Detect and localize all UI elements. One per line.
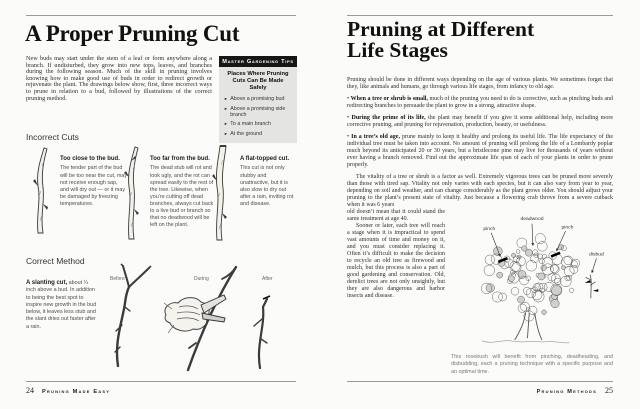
cut-item-title: A flat-topped cut.	[240, 156, 290, 162]
cut-item-title: Too close to the bud.	[60, 156, 120, 162]
tips-list-item	[224, 121, 292, 127]
label-before: Before	[110, 276, 125, 282]
left-intro-paragraph: New buds may start under the stem of a leaf or form anywhere along a branch. If undisturbed, they grow into new tops, leaves, and branches during the following season. Much of the skill in pruning involves knowing how to make good use of buds in order to redirect growth or rejuvenate the plant. The drawings below show, first, three incorrect ways to prune in relation to a bud, followed by illustrations of the correct pruning method.	[26, 55, 212, 102]
right-page-number: 25	[605, 386, 613, 395]
left-page-number: 24	[26, 386, 34, 395]
right-title-line1: Pruning at Different	[347, 17, 535, 41]
arrow-bullet-icon: ►	[224, 131, 228, 136]
tip-text: At the ground	[230, 130, 263, 137]
master-gardening-tips-box	[219, 56, 297, 143]
tips-list-item	[224, 106, 292, 118]
cut-item-body: The dead stub will rot and look ugly, and the rot can spread easily to the rest of the tree. Likewise, when you’re cutting off dead branches, always cut back to a live bud or branch so that no deadwood will be left on the plant.	[150, 165, 214, 229]
bullet-prime-of-life	[347, 115, 613, 129]
cut-item-body: This cut is not only stubby and unattractive, but it is also slow to dry out after a rain, inviting rot and disease.	[240, 165, 294, 208]
bullet-text: prune mainly to keep it healthy and prolong its useful life. The life expectancy of the individual tree must be taken into account. No amount of pruning will prolong the life of a Lombardy poplar much beyond its anticipated 20 or 30 years, but a bristlecone pine may live for thousands of years without ever having a branch removed. Find out the approximate life span of each of your plants in order to prune properly.	[347, 134, 614, 168]
cut-item-text	[240, 156, 297, 208]
bullet-dot: •	[347, 115, 350, 121]
incorrect-cuts-heading: Incorrect Cuts	[26, 132, 79, 142]
vitality-paragraph-continued: old doesn’t mean that it could stand the same treatment at age 40.	[347, 209, 445, 222]
tip-text: Above a promising side branch	[230, 105, 286, 118]
twig-illustration-flat-topped	[206, 143, 232, 241]
bottom-rule-right	[347, 381, 613, 382]
bullet-old-age	[347, 134, 613, 169]
top-rule-right	[347, 15, 613, 16]
wrap-zone	[347, 209, 613, 375]
rosebush-illustration	[451, 211, 613, 349]
rosebush-figure	[451, 211, 613, 376]
bottom-rule-left	[26, 381, 296, 382]
bullet-small-tree	[347, 96, 613, 110]
arrow-bullet-icon: ►	[224, 106, 228, 111]
tips-box-title: Places Where Pruning Cuts Can Be Made Safely	[227, 71, 289, 92]
bullet-lead: When a tree or shrub is small,	[350, 96, 428, 102]
arrow-bullet-icon: ►	[224, 122, 228, 127]
right-footer-text: Pruning Methods	[536, 389, 597, 395]
after-twig-illustration	[240, 287, 282, 369]
tips-list-item	[224, 131, 292, 137]
label-pinch-left: pinch	[483, 226, 496, 233]
label-deadwood: deadwood	[520, 216, 544, 223]
cut-item-title: Too far from the bud.	[150, 156, 210, 162]
arrow-bullet-icon: ►	[224, 97, 228, 102]
bullet-text: much of the pruning you need to do is corrective, such as pinching buds and redirecting branches to persuade the plant to grow in a strong, attractive shape.	[347, 96, 614, 109]
left-page-title: A Proper Pruning Cut	[25, 21, 240, 46]
right-intro-paragraph: Pruning should be done in different ways depending on the age of various plants. We sometimes forget that they, like animals and humans, go through various life stages, from infancy to old age.	[347, 77, 613, 90]
slanting-cut-text	[26, 279, 98, 331]
correct-method-heading: Correct Method	[26, 256, 85, 266]
label-after: After	[262, 276, 273, 282]
during-hand-shears-illustration	[148, 263, 240, 373]
bullet-dot: •	[347, 134, 350, 140]
bullet-lead: In a tree’s old age,	[351, 134, 400, 140]
sooner-or-later-paragraph: Sooner or later, each tree will reach a stage when it is impractical to spend vast amounts of time and money on it, and you must consider replacing it. Often it’s difficult to make the decision to recycle an old tree as firewood and mulch, but this process is also a part of good gardening and conservation. Old, derelict trees are not only unsightly, but they are also dangerous and harbor insects and disease.	[347, 223, 445, 299]
tip-text: Above a promising bud	[230, 96, 285, 103]
bullet-dot: •	[347, 96, 350, 102]
vitality-paragraph: The vitality of a tree or shrub is a factor as well. Extremely vigorous trees can be pruned more severely than those with tired sap. Vitality not only varies with each species, but it can also vary from year to year, depending on soil and weather, and can change considerably as the plant grows older. You should adjust your pruning to the plant’s present state of vitality. Just because a flowering crab throve from a severe cutback when it was 6 years	[347, 174, 613, 208]
bullet-lead: During the prime of its life,	[351, 115, 426, 121]
left-footer	[26, 386, 296, 395]
top-rule-left	[26, 15, 296, 16]
left-footer-text: Pruning Made Easy	[42, 389, 111, 395]
label-disbud: disbud	[589, 251, 604, 258]
tips-box-body	[219, 67, 297, 143]
right-page	[320, 0, 640, 409]
twig-illustration-too-close	[28, 146, 54, 234]
rosebush-caption: This rosebush will benefit from pinching, deadheading, and disbudding, each a pruning technique with a specific purpose and an optimal time.	[451, 354, 613, 375]
slanting-cut-lead: A slanting cut,	[26, 280, 68, 286]
right-body-text	[347, 77, 613, 378]
tip-text: To a main branch	[230, 121, 271, 128]
right-page-title	[347, 19, 534, 61]
label-pinch-right: pinch	[561, 224, 574, 231]
cut-item-body: The tender part of the bud will be too near the cut, may not receive enough sap, and will dry out — or it may be damaged by freezing temperatures.	[60, 165, 128, 208]
tips-list-item	[224, 96, 292, 102]
label-during: During	[194, 276, 209, 282]
slanting-cut-body: about ¼ inch above a bud. In addition to being the best spot to inspire new growth in the bud below, it leaves less stub and the slant dries out faster after a rain.	[26, 280, 97, 330]
twig-illustration-too-far	[118, 145, 144, 240]
tips-list	[224, 96, 292, 137]
tips-box-header: Master Gardening Tips	[219, 56, 297, 67]
right-title-line2: Life Stages	[347, 38, 448, 63]
bullet-text: the plant may benefit if you give it some additional help, including more corrective pruning, and pruning for rejuvenation, production, beauty, or usefulness.	[347, 115, 613, 128]
right-footer	[347, 386, 613, 395]
